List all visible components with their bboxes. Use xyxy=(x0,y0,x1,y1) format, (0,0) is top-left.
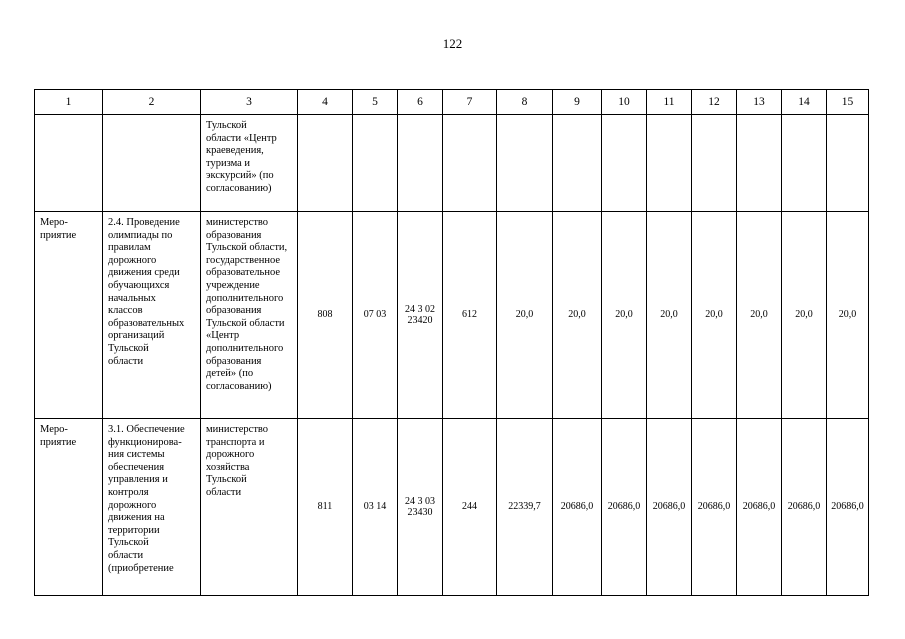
value-cell xyxy=(737,115,782,212)
value-cell: 20686,0 xyxy=(827,419,869,596)
value-cell: 20,0 xyxy=(602,212,647,419)
header-cell: 1 xyxy=(35,90,103,115)
header-cell: 12 xyxy=(692,90,737,115)
value-cell: 20686,0 xyxy=(553,419,602,596)
header-cell: 5 xyxy=(353,90,398,115)
expense-type-cell: 612 xyxy=(443,212,497,419)
value-cell: 20686,0 xyxy=(782,419,827,596)
value-cell: 22339,7 xyxy=(497,419,553,596)
section-code-cell xyxy=(353,115,398,212)
header-cell: 4 xyxy=(298,90,353,115)
article-code-cell: 24 3 03 23430 xyxy=(398,419,443,596)
page-number: 122 xyxy=(442,36,463,51)
value-cell: 20,0 xyxy=(692,212,737,419)
executor-cell: Тульской области «Центр краеведения, туризма и экскурсий» (по согласованию) xyxy=(201,115,298,212)
row-type-cell xyxy=(35,115,103,212)
value-cell: 20686,0 xyxy=(602,419,647,596)
section-code-cell: 07 03 xyxy=(353,212,398,419)
header-cell: 14 xyxy=(782,90,827,115)
header-cell: 11 xyxy=(647,90,692,115)
value-cell: 20,0 xyxy=(553,212,602,419)
header-cell: 10 xyxy=(602,90,647,115)
article-code-cell xyxy=(398,115,443,212)
ministry-code-cell: 808 xyxy=(298,212,353,419)
header-cell: 7 xyxy=(443,90,497,115)
header-cell: 3 xyxy=(201,90,298,115)
section-code-cell: 03 14 xyxy=(353,419,398,596)
row-type-cell: Меро- приятие xyxy=(35,419,103,596)
budget-table xyxy=(34,89,869,596)
ministry-code-cell: 811 xyxy=(298,419,353,596)
header-cell: 8 xyxy=(497,90,553,115)
value-cell: 20,0 xyxy=(737,212,782,419)
value-cell xyxy=(497,115,553,212)
event-name-cell xyxy=(103,115,201,212)
table-row xyxy=(35,419,869,596)
value-cell: 20686,0 xyxy=(692,419,737,596)
executor-cell: министерство транспорта и дорожного хозяйства Тульской области xyxy=(201,419,298,596)
value-cell: 20686,0 xyxy=(647,419,692,596)
value-cell xyxy=(602,115,647,212)
value-cell xyxy=(782,115,827,212)
row-type-cell: Меро- приятие xyxy=(35,212,103,419)
table-row xyxy=(35,115,869,212)
expense-type-cell: 244 xyxy=(443,419,497,596)
table-row xyxy=(35,212,869,419)
header-cell: 15 xyxy=(827,90,869,115)
ministry-code-cell xyxy=(298,115,353,212)
event-name-cell: 3.1. Обеспечение функционирова- ния системы обеспечения управления и контроля дорожного движения на территории Тульской области (приобретение xyxy=(103,419,201,596)
event-name-cell: 2.4. Проведение олимпиады по правилам дорожного движения среди обучающихся начальных классов образовательных организаций Тульской области xyxy=(103,212,201,419)
expense-type-cell xyxy=(443,115,497,212)
header-cell: 13 xyxy=(737,90,782,115)
value-cell xyxy=(647,115,692,212)
value-cell: 20,0 xyxy=(827,212,869,419)
value-cell xyxy=(692,115,737,212)
value-cell xyxy=(827,115,869,212)
table-header-row xyxy=(35,90,869,115)
value-cell: 20,0 xyxy=(782,212,827,419)
value-cell: 20686,0 xyxy=(737,419,782,596)
article-code-cell: 24 3 02 23420 xyxy=(398,212,443,419)
executor-cell: министерство образования Тульской области, государственное образовательное учреждение дополнительного образования Тульской области «Центр дополнительного образования детей» (по согласованию) xyxy=(201,212,298,419)
header-cell: 9 xyxy=(553,90,602,115)
header-cell: 6 xyxy=(398,90,443,115)
value-cell xyxy=(553,115,602,212)
value-cell: 20,0 xyxy=(647,212,692,419)
value-cell: 20,0 xyxy=(497,212,553,419)
header-cell: 2 xyxy=(103,90,201,115)
